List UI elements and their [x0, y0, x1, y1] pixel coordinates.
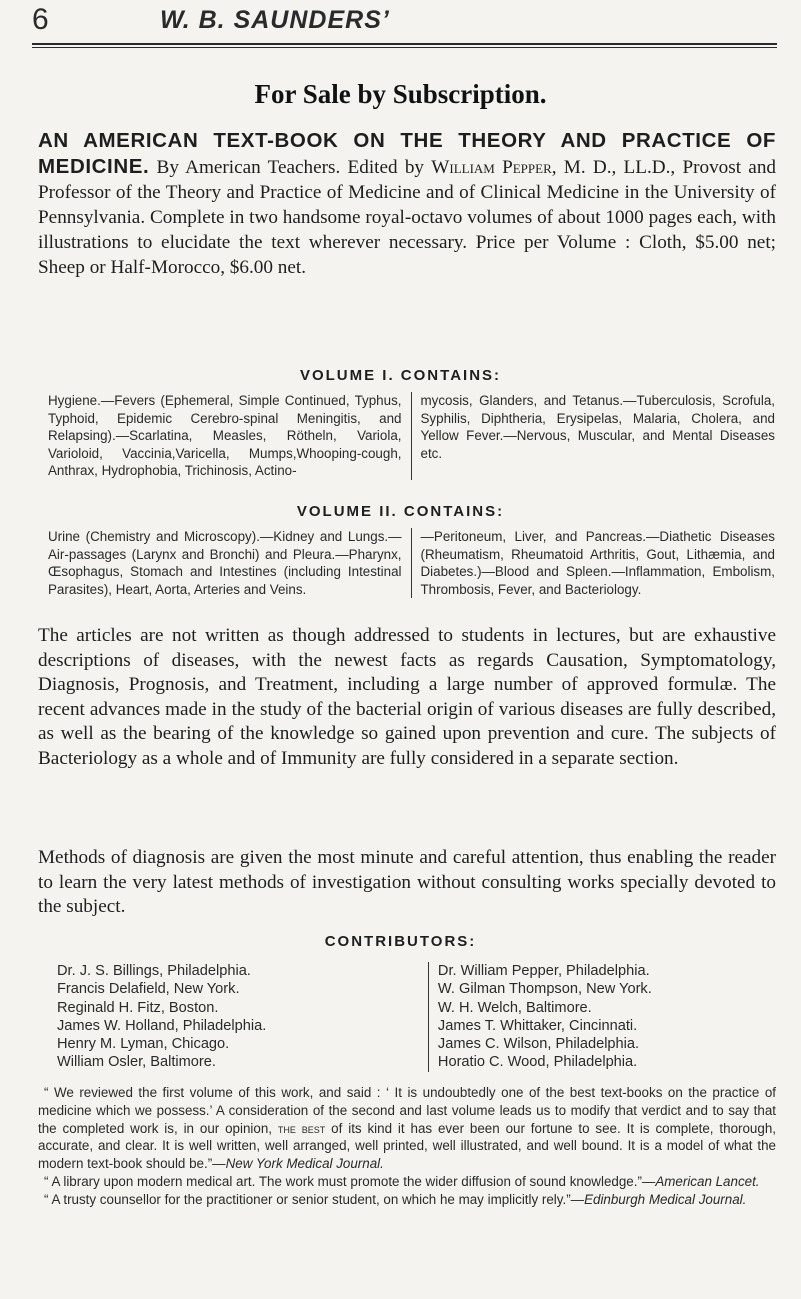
body-paragraph-description: The articles are not written as though addressed to students in lectures, but are exhaustive descriptions of diseases, with the newest facts as regards Causation, Symptomatology, Diagnosis, Prognosis, and Treatment, including a large number of approved formulæ. The recent advances made in the study of the bacterial origin of various diseases are fully described, as well as the bearing of the knowledge so gained upon prevention and cure. The subjects of Bacteriology as a whole and of Immunity are fully considered in a separate section. — [38, 625, 776, 769]
contributor: Dr. William Pepper, Philadelphia. — [437, 963, 650, 979]
contributor: Francis Delafield, New York. — [57, 981, 240, 998]
volume-two-heading: VOLUME II. CONTAINS: — [296, 503, 505, 520]
header-rule-thin — [32, 47, 777, 48]
contributors-right-column — [428, 962, 757, 1072]
review-text: “ We reviewed the first volume of this work, and said : ‘ It is undoubtedly one of the best text-books on the practice of medicine which we possess.’ A consideration of the second and last volume leads us to modify that verdict and to say that the completed work is, in our opinion, — [38, 1085, 776, 1136]
contributor: Reginald H. Fitz, Boston. — [57, 999, 219, 1016]
page-number: 6 — [32, 3, 49, 36]
review-quote — [38, 1084, 776, 1173]
running-head — [32, 2, 777, 38]
press-reviews — [38, 1084, 776, 1209]
review-emphasis: the best — [277, 1120, 326, 1136]
contributor: Dr. J. S. Billings, Philadelphia. — [57, 963, 251, 979]
review-source: Edinburgh Medical Journal. — [584, 1191, 747, 1207]
contributor: James W. Holland, Philadelphia. — [57, 1017, 267, 1034]
volume-one-contents-right: mycosis, Glanders, and Tetanus.—Tuberculosis, Scrofula, Syphilis, Diphtheria, Erysipelas, Malaria, Cholera, and Yellow Fever.—Nervous, Muscular, and Mental Diseases etc. — [420, 393, 775, 461]
body-paragraph-diagnosis: Methods of diagnosis are given the most minute and careful attention, thus enabling the reader to learn the very latest methods of investigation without consulting works specially devoted to the subject. — [38, 847, 776, 918]
book-details: , M. D., LL.D., Provost and Professor of the Theory and Practice of Medicine and of Clinical Medicine in the University of Pennsylvania. Complete in two handsome royal-octavo volumes of about 1000 pages each, with illustrations to elucidate the text wherever necessary. Price per Volume : Cloth, $5.00 net; Sheep or Half-Morocco, $6.00 net. — [38, 157, 777, 278]
contributor: Horatio C. Wood, Philadelphia. — [437, 1054, 638, 1071]
review-text: of its kind it has ever been our fortune to see. It is complete, thorough, accurate, and clear. It is well written, well arranged, well printed, well illustrated, and well bound. It is a model of what the modern text-book should be.”— — [38, 1120, 776, 1172]
volume-two-contents-left: Urine (Chemistry and Microscopy).—Kidney and Lungs.—Air-passages (Larynx and Bronchi) and Pleura.—Pharynx, Œsophagus, Stomach and Intestines (including Intestinal Parasites), Heart, Aorta, Arteries and Veins. — [48, 528, 412, 598]
contributors-list — [57, 962, 757, 1072]
volume-two-contents-right: —Peritoneum, Liver, and Pancreas.—Diathetic Diseases (Rheumatism, Rheumatoid Arthritis, Gout, Lithæmia, and Diabetes.)—Blood and Spleen.—Inflammation, Embolism, Thrombosis, Fever, and Bacteriology. — [420, 529, 775, 597]
volume-one-contents — [48, 392, 775, 480]
contributor: Henry M. Lyman, Chicago. — [57, 1036, 230, 1053]
review-text: “ A library upon modern medical art. The work must promote the wider diffusion of sound knowledge.”— — [44, 1173, 656, 1189]
review-source: American Lancet. — [655, 1173, 760, 1189]
contributor: W. Gilman Thompson, New York. — [437, 981, 652, 998]
review-quote — [38, 1191, 776, 1209]
subscription-heading: For Sale by Subscription. — [254, 79, 547, 109]
running-head-publisher: W. B. SAUNDERS’ — [160, 6, 390, 34]
volume-one-heading: VOLUME I. CONTAINS: — [299, 367, 502, 384]
header-rule — [32, 43, 777, 45]
contributor: James T. Whittaker, Cincinnati. — [437, 1017, 638, 1034]
book-description — [38, 128, 776, 280]
contributor: James C. Wilson, Philadelphia. — [437, 1036, 640, 1053]
volume-one-contents-left: Hygiene.—Fevers (Ephemeral, Simple Continued, Typhus, Typhoid, Epidemic Cerebro-spinal Meningitis, and Relapsing).—Scarlatina, Measles, Rötheln, Variola, Varioloid, Vaccinia,Varicella, Mumps,Whooping-cough, Anthrax, Hydrophobia, Trichinosis, Actino- — [48, 392, 412, 480]
review-quote — [38, 1173, 776, 1191]
contributors-left-column — [57, 962, 428, 1072]
volume-two-contents — [48, 528, 775, 598]
review-text: “ A trusty counsellor for the practitioner or senior student, on which he may implicitly rely.”— — [44, 1191, 585, 1207]
review-source: New York Medical Journal. — [225, 1156, 384, 1172]
book-title: AN AMERICAN TEXT-BOOK ON THE THEORY AND PRACTICE OF MEDICINE. — [38, 129, 776, 178]
contributors-heading: CONTRIBUTORS: — [324, 933, 477, 950]
editor-intro: By American Teachers. Edited by — [149, 157, 432, 178]
editor-name: William Pepper — [431, 157, 552, 178]
contributor: William Osler, Baltimore. — [57, 1054, 216, 1071]
contributor: W. H. Welch, Baltimore. — [437, 999, 592, 1016]
